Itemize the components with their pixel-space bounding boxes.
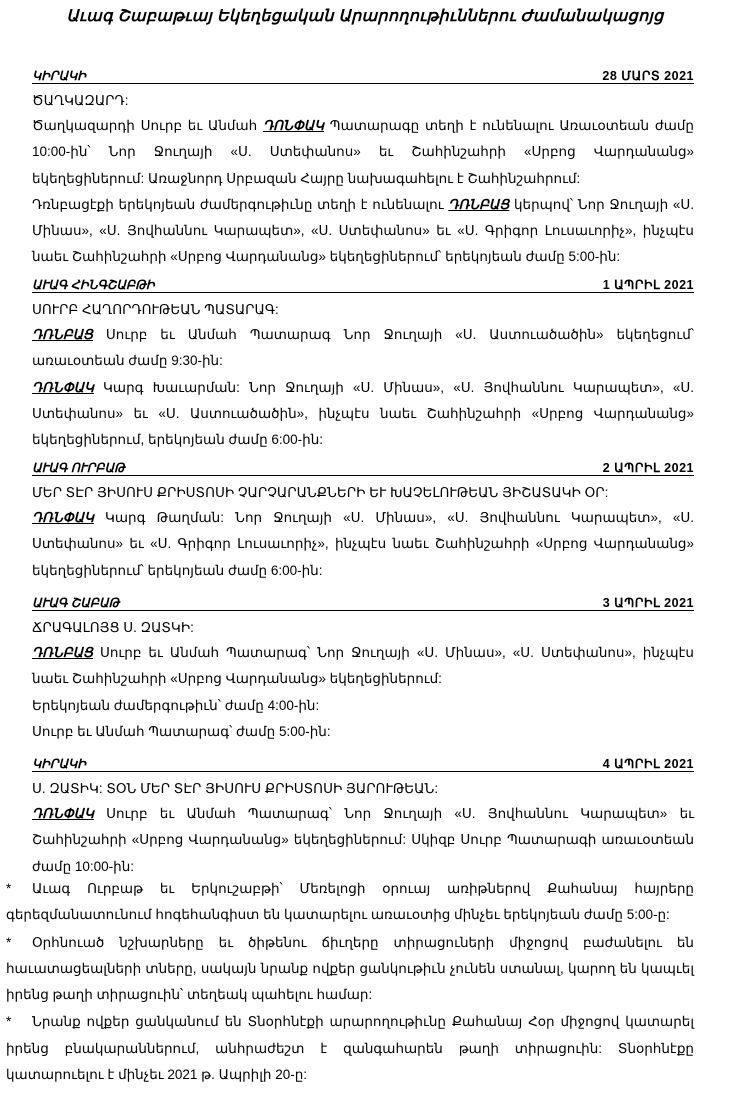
paragraph: Սուրբ եւ Անմահ Պատարագ՝ ժամը 5:00-ին: <box>32 723 331 739</box>
notes-list <box>6 876 694 1089</box>
section-header <box>32 273 694 293</box>
section-easter-sunday <box>32 752 694 880</box>
paragraph: ԴՌՆԲԱՑ Սուրբ եւ Անմահ Պատարագ՝ Նոր Ջուղայի «Ս. Մինաս», «Ս. Ստեփանոս», ինչպէս նաեւ Շահինշահրի «Սրբոց Վարդանանց» եկեղեցիներում: <box>32 645 694 687</box>
paragraph: Ծաղկազարդի Սուրբ եւ Անմահ ԴՈՆՓԱԿ Պատարագը տեղի է ունենալու Առաւօտեան ժամը 10:00-ին՝ Նոր Ջուղայի «Ս. Ստեփանոս» եւ Շահինշահրի «Սրբոց Վարդանանց» եկեղեցիներում: Առաջնորդ Սրբազան Հայրը նախագահելու է Շահինշահրում: <box>32 118 694 186</box>
paragraph: ԴՌՆԲԱՑ Սուրբ եւ Անմահ Պատարագ Նոր Ջուղայի «Ս. Աստուածածին» եկեղեցում՝ առաւօտեան ժամը 9:30-ին: <box>32 327 694 369</box>
keyword-closed: ԴՌՆՓԱԿ <box>32 806 94 821</box>
keyword-open: ԴՌՆԲԱՑ <box>448 196 510 212</box>
section-day: ԱՒԱԳ ՇԱԲԱԹ <box>32 596 120 610</box>
note-item: * Նրանք ովքեր ցանկանում են Տնօրհնէքի արարողութիւնը Քահանայ Հօր միջոցով կատարել իրենց բնակարաններում, անհրաժեշտ է զանգահարեն թաղի տիրացուին: Տնօրհնէքը կատարուելու է մինչեւ 2021 թ. Ապրիլի 20-ը: <box>6 1009 694 1088</box>
section-day: ԿԻՐԱԿԻ <box>32 69 86 83</box>
section-palm-sunday <box>32 64 694 271</box>
section-subtitle: ՍՈՒՐԲ ՀԱՂՈՐԴՈՒԹԵԱՆ ՊԱՏԱՐԱԳ: <box>32 302 279 317</box>
section-header <box>32 456 694 476</box>
keyword-open: ԴՌՆԲԱՑ <box>32 645 93 660</box>
paragraph: Դռնբացէքի երեկոյեան ժամերգութիւնը տեղի է ունենալու ԴՌՆԲԱՑ կերպով՝ Նոր Ջուղայի «Ս. Մինաս», «Ս. Յովհաննու Կարապետ», «Ս. Ստեփանոս» եւ «Ս. Գրիգոր Լուսաւորիչ», ինչպէս նաեւ Շահինշահրի «Սրբոց Վարդանանց» եկեղեցիներում՝ երեկոյեան ժամը 5:00-ին: <box>32 196 694 265</box>
section-date: 2 ԱՊՐԻԼ 2021 <box>602 461 694 475</box>
section-day: ԱՒԱԳ ՀԻՆԳՇԱԲԹԻ <box>32 278 155 292</box>
paragraph: ԴՌՆՓԱԿ Սուրբ եւ Անմահ Պատարագ՝ Նոր Ջուղայի «Ս. Յովհաննու Կարապետ» եւ Շահինշահրի «Սրբոց Վարդանանց» եկեղեցիներում: Սկիզբ Սուրբ Պատարագի առաւօտեան ժամը 10:00-ին: <box>32 806 694 874</box>
paragraph: ԴՌՆՓԱԿ Կարգ Խաւարման: Նոր Ջուղայի «Ս. Մինաս», «Ս. Յովհաննու Կարապետ», «Ս. Ստեփանոս» եւ «Ս. Աստուածածին», ինչպէս նաեւ Շահինշահրի «Սրբոց Վարդանանց» եկեղեցիներում, երեկոյեան ժամը 6:00-ին: <box>32 379 694 448</box>
section-date: 28 ՄԱՐՏ 2021 <box>602 69 694 83</box>
keyword-closed: ԴՌՆՓԱԿ <box>32 510 94 525</box>
asterisk-bullet: * <box>6 1014 12 1030</box>
section-day: ԱՒԱԳ ՈՒՐԲԱԹ <box>32 461 125 475</box>
keyword-closed: ԴՌՆՓԱԿ <box>32 379 94 395</box>
section-subtitle: ԾԱՂԿԱԶԱՐԴ: <box>32 93 129 108</box>
section-day: ԿԻՐԱԿԻ <box>32 757 86 771</box>
section-holy-saturday <box>32 591 694 745</box>
note-item: * Աւագ Ուրբաթ եւ Երկուշաբթի՝ Մեռելոցի օրուայ առիթներով Քահանայ հայրերը գերեզմանատունում հոգեհանգիստ են կատարելու առաւօտից մինչեւ երեկոյեան ժամը 5:00-ը: <box>6 876 694 929</box>
paragraph: ԴՌՆՓԱԿ Կարգ Թաղման: Նոր Ջուղայի «Ս. Մինաս», «Ս. Յովհաննու Կարապետ», «Ս. Ստեփանոս» եւ «Ս. Գրիգոր Լուսաւորիչ», ինչպէս նաեւ Շահինշահրի «Սրբոց Վարդանանց» եկեղեցիներում՝ երեկոյեան ժամը 6:00-ին: <box>32 510 694 578</box>
section-header <box>32 64 694 84</box>
document-title: Աւագ Շաբաթւայ Եկեղեցական Արարողութիւններու Ժամանակացոյց <box>66 8 664 25</box>
section-header <box>32 591 694 611</box>
asterisk-bullet: * <box>6 881 12 896</box>
section-date: 4 ԱՊՐԻԼ 2021 <box>602 757 694 771</box>
section-good-friday <box>32 456 694 584</box>
asterisk-bullet: * <box>6 934 12 950</box>
section-header <box>32 752 694 772</box>
paragraph: Երեկոյեան ժամերգութիւն՝ ժամը 4:00-ին: <box>32 697 320 713</box>
section-subtitle: Ս. ԶԱՏԻԿ: ՏՕՆ ՄԵՐ ՏԷՐ ՅԻՍՈՒՍ ՔՐԻՍՏՈՍԻ ՅԱՐՈՒԹԵԱՆ: <box>32 781 439 796</box>
keyword-open: ԴՌՆԲԱՑ <box>32 327 93 342</box>
section-date: 3 ԱՊՐԻԼ 2021 <box>602 596 694 610</box>
keyword-closed: ԴՈՆՓԱԿ <box>262 118 325 133</box>
note-item: * Օրհնուած նշխարները եւ ծիթենու ճիւղերը տիրացուների միջոցով բաժանելու են հաւատացեալների տները, սակայն նրանք ովքեր ցանկութիւն չունեն ստանալ, կարող են կապւել իրենց թաղի տիրացուին՝ տեղեակ պահելու համար: <box>6 930 694 1009</box>
section-date: 1 ԱՊՐԻԼ 2021 <box>602 278 694 292</box>
section-subtitle: ՄԵՐ ՏԷՐ ՅԻՍՈՒՍ ՔՐԻՍՏՈՍԻ ՉԱՐՉԱՐԱՆՔՆԵՐԻ ԵՒ ԽԱՉԵԼՈՒԹԵԱՆ ՅԻՇԱՏԱԿԻ ՕՐ: <box>32 485 609 500</box>
section-subtitle: ՃՐԱԳԱԼՈՅՑ Ս. ԶԱՏԿԻ: <box>32 620 194 635</box>
section-holy-thursday <box>32 273 694 453</box>
